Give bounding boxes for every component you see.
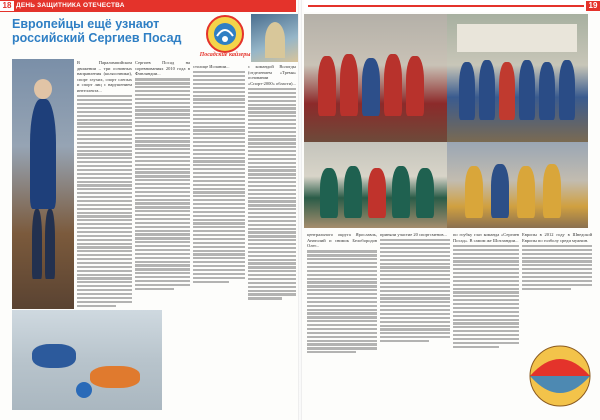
- article-column-2: [135, 60, 190, 410]
- header-rule: [308, 5, 584, 7]
- article-column-6: [380, 232, 450, 412]
- photo-player-standing: [12, 59, 74, 309]
- column-text: с командой Вологды (отделением «Тремя» основании «Спорт-2000» области)...: [248, 64, 296, 86]
- page-gutter: [298, 0, 302, 420]
- article-title: Европейцы ещё узнают российский Сергиев Посад: [12, 17, 182, 45]
- column-text: Сергиев Посад на соревнованиях 2010 года в Финляндии...: [135, 60, 190, 77]
- article-column-3: [193, 64, 245, 410]
- article-column-5: [307, 232, 377, 412]
- left-page-number: 18: [0, 1, 14, 11]
- left-header-strip: [0, 0, 296, 12]
- team-emblem-icon: [205, 14, 245, 54]
- photo-landmark: [251, 14, 298, 62]
- article-column-4: [248, 64, 296, 410]
- emblem-caption: Посадские кайзеры: [199, 52, 251, 58]
- article-column-7: [453, 232, 519, 412]
- right-page-number: 19: [586, 1, 600, 11]
- article-column-1: [77, 60, 132, 410]
- column-text: приняли участие 20 спортсменов...: [380, 232, 447, 237]
- column-text: по гоубку глаз команда «Сергиев Посад». В самом же Шотландии...: [453, 232, 519, 243]
- column-text: столице Испании...: [193, 64, 230, 69]
- photo-goalball-ball: [522, 318, 592, 414]
- photo-team-group: [304, 14, 447, 142]
- column-text: В Паралимпийском движении – три основных направления (колясочники), спорт глухих, спорт слепых и спорт лиц с нарушением интеллекта...: [77, 60, 132, 93]
- right-header-strip: [304, 0, 600, 12]
- photo-yellow-team: [447, 142, 588, 228]
- photo-green-team: [304, 142, 447, 228]
- photo-team-with-banner: [447, 14, 588, 142]
- section-rubric: ДЕНЬ ЗАЩИТНИКА ОТЕЧЕСТВА: [16, 2, 125, 9]
- article-column-8: [522, 232, 592, 316]
- column-text: центрального округа Ярославль, Анатолий и снимок Белобородов Олег...: [307, 232, 377, 249]
- column-text: Европы в 2012 году в Шведской Европы по голболу среди мужчин.: [522, 232, 592, 243]
